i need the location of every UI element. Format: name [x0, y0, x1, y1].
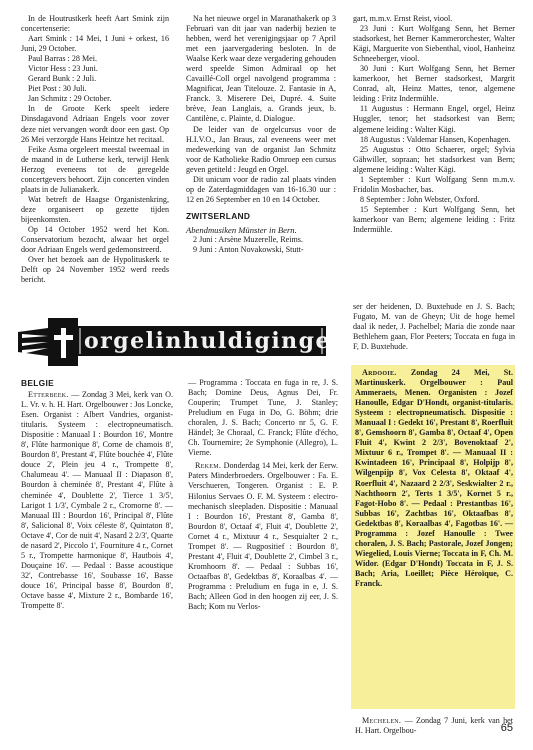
paragraph: ser der heidenen, D. Buxtehude en J. S. Bach; Fugato, M. van de Gheyn; Uit de hoge hemel daal ik neder, J. Pachelbel; Maria die zonde naar Bethlehem gaan, Flor Peeters; Toccata en fuga in F, D. Buxtehude.: [353, 302, 515, 352]
paragraph: Op 14 October 1952 werd het Kon. Conservatorium bezocht, alwaar het orgel door Adriaan Engels werd gedemonstreerd.: [21, 224, 169, 255]
paragraph: gart, m.m.v. Ernst Reist, viool.: [353, 14, 453, 23]
paragraph-text: — Zondag 3 Mei, kerk van O. L. Vr. v. h. H. Hart. Orgelbouwer : Jos Loncke, Esen. Organist : Albert Vandries, organist-titularis. Systeem : electropneumatisch. Dispositie : Manuaal I : Bourdon 16', Montre 8', Flûte harmonique 8', Corne de chamois 8', Bourdon 8', Prestant 4', Flûte bouchée 4', Flûte douce 2', Plein jeu 4 r., Trompette 8', Chalumeau 4'. — Manuaal II : Diapason 8', Bourdon à cheminée 8', Prestant 4', Flûte à cheminée 4', Doublette 2', Tierce 1 3/5', Larigot 1 1/3', Cymbale 2 r., Cromorne 8'. — Manuaal III : Bourdon 16', Principal 8', Flûte 8', Salicional 8', Voix céleste 8', Quintaton 8', Octave 4', Cor de nuit 4', Nasard 2 2/3', Quarte de nasard 2', Piccolo 1', Fourniture 4 r., Cornet 5 r., Trompette harmonique 8', Hautbois 4', Douçaine 16'. — Pedaal : Basse acoustique 32', Contrebasse 16', Soubasse 16', Basse douce 16', Principal basse 8', Bourdon 8', Octave basse 4', Mixture 2 r., Bombarde 16', Trompette 8'.: [21, 390, 173, 611]
place-name: Ardooie.: [362, 368, 397, 377]
mechelen-paragraph: [355, 716, 513, 736]
paragraph: 23 Juni : Kurt Wolfgang Senn, het Berner stadsorkest, het Berner Kammerorchester, Walter Kägi, Marguerite von Siebenthal, viool, Hanheinz Schneeberger, viool.: [353, 24, 515, 64]
paragraph: Over het bezoek aan de Hypolituskerk te Delft op 24 November 1952 werd reeds bericht.: [21, 255, 169, 285]
page-number: 65: [500, 722, 513, 734]
paragraph: 11 Augustus : Hermann Engel, orgel, Heinz Huggler, tenor; het stadsorkest van Bern; algemene leiding : Walter Kägi.: [353, 104, 515, 134]
section-banner: [18, 310, 326, 366]
paragraph-text: — Zondag 7 Juni, kerk van het H. Hart. Orgelbou-: [355, 716, 513, 736]
subheading: Abendmusiken Münster in Bern.: [186, 224, 297, 235]
section-heading: BELGIE: [21, 378, 54, 388]
paragraph: Jan Schmitz : 29 October.: [28, 94, 112, 104]
paragraph: De leider van de orgelcursus voor de H.I.V.O., Jan Braus, zal eveneens weer met medewerking van de organist Jan Schmitz voor de Katholieke Radio Omroep een cursus geven getiteld : Jeugd en Orgel.: [186, 124, 336, 174]
paragraph: Paul Barras : 28 Mei.: [28, 54, 98, 64]
paragraph-text: Zondag 24 Mei, St. Martinuskerk. Orgelbouwer : Paul Ammeraets, Menen. Organisten : Jozef Hanoulle, Edgar D'Hondt, organist-titularis. Systeem : electropneumatisch. Dispositie : Manuaal I : Gedekt 16', Prestant 8', Roerfluit 8', Gemshoorn 8', Gamba 8', Octaaf 4', Open Fluit 4', Kwint 2 2/3', Bovenoktaaf 2', Mixtuur 6 r., Trompet 8'. — Manuaal II : Kwintadeen 16', Principaal 8', Holpijp 8', Wilgenpijp 8', Vox Celesta 8', Oktaaf 4', Roerfluit 4', Nazaard 2 2/3', Seskwialter 2 r., Nachthoorn 2', Terts 1 3/5', Kornet 5 r., Fagot-Hobo 8'. — Pedaal : Prestantbas 16', Subbas 16', Zachtbas 16', Oktaafbas 8', Gedektbas 8', Koraalbas 4', Fagotbas 16'. — Programma : Jozef Hanoulle : Twee choralen, J. S. Bach; Pastorale, Jozef Jongen; Wiegelied, Louis Vierne; Toccata in F, Ch. M. Widor. (Edgar D'Hondt) Toccata in F, J. S. Bach; Aria, Loeillet; Pièce Héroïque, C. Franck.: [355, 368, 513, 588]
paragraph: 2 Juni : Arsène Muzerelle, Reims.: [193, 234, 303, 244]
etterbeek-paragraph: [21, 390, 173, 611]
place-name: Etterbeek.: [28, 390, 69, 400]
paragraph: Feike Asma orgeleert meestal tweemaal in de maand in de Lutherse kerk, terwijl Henk Herzog eveneens tot de geregelde concertgevers behoort. Zijn concerten vinden plaats in de Julianakerk.: [21, 144, 169, 194]
top-column-1: [21, 14, 169, 285]
bottom-column-1: [21, 378, 173, 611]
bottom-column-3: [355, 368, 513, 589]
place-name: Mechelen.: [362, 716, 402, 725]
paragraph: Dit unicum voor de radio zal plaats vinden op de Zaterdagmiddagen van 16-16.30 uur : 12 en 26 September en 10 en 14 October.: [186, 174, 336, 204]
bottom-column-3-end: [355, 716, 513, 736]
paragraph: Victor Hess : 23 Juni.: [28, 64, 98, 74]
paragraph: 8 September : John Webster, Oxford.: [360, 194, 480, 204]
paragraph: Aart Smink : 14 Mei, 1 Juni + orkest, 16 Juni, 29 October.: [21, 34, 169, 54]
paragraph-text: Donderdag 14 Mei, kerk der Eerw. Paters Minderbroeders. Orgelbouwer : Fa. E. Verschueren, Tongeren. Organist : E. P. Hilonius Servaes O. F. M. Systeem : electro-mechanisch sleepladen. Dispositie : Manuaal I : Bourdon 16', Prestant 8', Gamba 8', Bourdon 8', Octaaf 4', Fluit 4', Doublette 2', Cornet 4 r., Mixtuur 4 r., Sesquialter 2 r., Trompet 8'. — Rugpositief : Bourdon 8', Prestant 4', Fluit 4', Doublette 2', Cimbel 3 r., Kromhoorn 8'. — Pedaal : Subbas 16', Octaafbas 8', Gedektbas 8', Koraalbas 4'. — Programma : Preludium en fuga in e, J. S. Bach; Alleen God in den hoogen zij eer, J. S. Bach; Kom nu Verlos-: [188, 461, 338, 612]
paragraph: Wat betreft de Haagse Organistenkring, deze organiseert op gezette tijden bijeenkomsten.: [21, 194, 169, 224]
top-column-3: [353, 14, 515, 235]
rekem-paragraph: [188, 461, 338, 612]
paragraph: — Programma : Toccata en fuga in re, J. S. Bach; Domine Deus, Agnus Dei, Fr. Couperin; Trumpet Tune, J. Stanley; Preludium en Fuga in Do, G. Böhm; drie choralen, J. S. Bach; Concerto nr 5, G. F. Händel; 3e Choraal, C. Franck; Flûte d'écho, Ch. Tournemire; 2e Symphonie (Allegro), L. Vierne.: [188, 378, 338, 458]
svg-text:orgelinhuldigingen: orgelinhuldigingen: [84, 328, 326, 354]
paragraph: Piet Post : 30 Juli.: [28, 84, 87, 94]
top-column-2: [186, 14, 336, 255]
paragraph: 18 Augustus : Valdemar Hansen, Kopenhagen.: [360, 134, 511, 144]
paragraph: Na het nieuwe orgel in Maranathakerk op 3 Februari van dit jaar van naderbij bezien te hebben, werd het verenigingsjaar op 7 April met een jaarvergadering besloten. In de Waalse Kerk waar deze vergadering gehouden werd speelde Simon Admiraal op het Cavaillé-Coll orgel navolgend programma : Magnificat, Jean Titelouze. 2. Fantasie in A, Franck. 3. Miserere Dei, Dupré. 4. Suite brève, Jean Langlais, a. Grands jeux, b. Cantilène, c. Plainte, d. Dialogue.: [186, 14, 336, 124]
paragraph: Gerard Bunk : 2 Juli.: [28, 74, 97, 84]
ardooie-paragraph: [355, 368, 513, 589]
paragraph: 30 Juni : Kurt Wolfgang Senn, het Berner kamerkoor, het Berner stadsorkest, Margrit Conrad, alt, Heinz Mattes, tenor, algemene leiding : Fritz Indermühle.: [353, 64, 515, 104]
place-name: Rekem.: [195, 461, 222, 471]
bottom-column-2: [188, 378, 338, 612]
paragraph: 9 Juni : Anton Novakowski, Stutt-: [193, 245, 304, 255]
paragraph: In de Groote Kerk speelt iedere Dinsdagavond Adriaan Engels voor zover deze niet vervangen wordt door een gast. Op 26 Mei verzorgde Hans Heintze het recitaal.: [21, 104, 169, 144]
paragraph: 15 September : Kurt Wolfgang Senn, het kamerkoor van Bern; algemene leiding : Fritz Indermühle.: [353, 204, 515, 234]
paragraph: 1 September : Kurt Wolfgang Senn m.m.v. Fridolin Mosbacher, bas.: [353, 174, 515, 194]
paragraph: 25 Augustus : Otto Schaerer, orgel; Sylvia Gähwiller, sopraan; het stadsorkest van Bern; algemene leiding : Walter Kägi.: [353, 144, 515, 174]
section-heading: ZWITSERLAND: [186, 210, 251, 221]
banner-artwork: [18, 310, 326, 366]
bottom-column-3-top: [353, 302, 515, 352]
paragraph: In de Houtrustkerk heeft Aart Smink zijn concertenserie:: [21, 14, 169, 34]
